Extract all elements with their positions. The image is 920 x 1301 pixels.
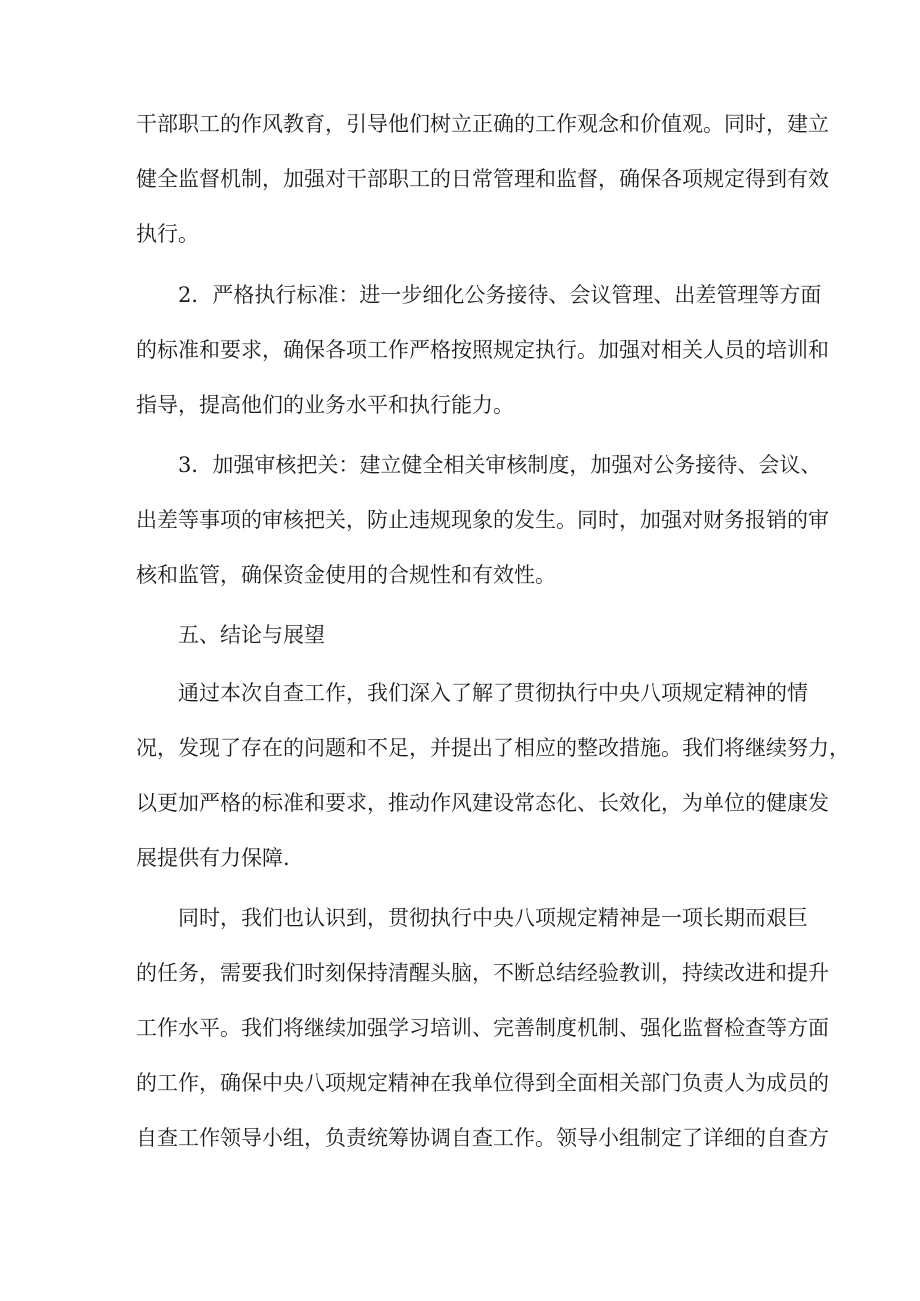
text-line-3: 执行。 — [136, 222, 199, 246]
section-heading: 五、结论与展望 — [178, 623, 325, 647]
paragraph-2-line-3: 工作水平。我们将继续加强学习培训、完善制度机制、强化监督检查等方面 — [136, 1016, 829, 1040]
paragraph-2-line-2: 的任务，需要我们时刻保持清醒头脑，不断总结经验教训，持续改进和提升 — [136, 961, 829, 985]
paragraph-2-line-4: 的工作，确保中央八项规定精神在我单位得到全面相关部门负责人为成员的 — [136, 1071, 829, 1095]
text-line-1: 干部职工的作风教育，引导他们树立正确的工作观念和价值观。同时，建立 — [136, 112, 829, 136]
paragraph-1-line-2: 况，发现了存在的问题和不足，并提出了相应的整改措施。我们将继续努力， — [136, 736, 850, 760]
list-item-2-line-1: 2．严格执行标准：进一步细化公务接待、会议管理、出差管理等方面 — [178, 283, 822, 307]
list-item-3-line-1: 3．加强审核把关：建立健全相关审核制度，加强对公务接待、会议、 — [178, 453, 822, 477]
paragraph-1-line-1: 通过本次自查工作，我们深入了解了贯彻执行中央八项规定精神的情 — [178, 681, 808, 705]
paragraph-1-line-3: 以更加严格的标准和要求，推动作风建设常态化、长效化，为单位的健康发 — [136, 791, 829, 815]
text-line-2: 健全监督机制，加强对干部职工的日常管理和监督，确保各项规定得到有效 — [136, 167, 829, 191]
paragraph-2-line-5: 自查工作领导小组，负责统筹协调自查工作。领导小组制定了详细的自查方 — [136, 1126, 829, 1150]
list-item-2-line-3: 指导，提高他们的业务水平和执行能力。 — [136, 393, 514, 417]
list-item-3-line-2: 出差等事项的审核把关，防止违规现象的发生。同时，加强对财务报销的审 — [136, 508, 829, 532]
paragraph-1-line-4: 展提供有力保障. — [136, 846, 290, 870]
list-item-3-line-3: 核和监管，确保资金使用的合规性和有效性。 — [136, 563, 556, 587]
paragraph-2-line-1: 同时，我们也认识到，贯彻执行中央八项规定精神是一项长期而艰巨 — [178, 906, 808, 930]
list-item-2-line-2: 的标准和要求，确保各项工作严格按照规定执行。加强对相关人员的培训和 — [136, 338, 829, 362]
